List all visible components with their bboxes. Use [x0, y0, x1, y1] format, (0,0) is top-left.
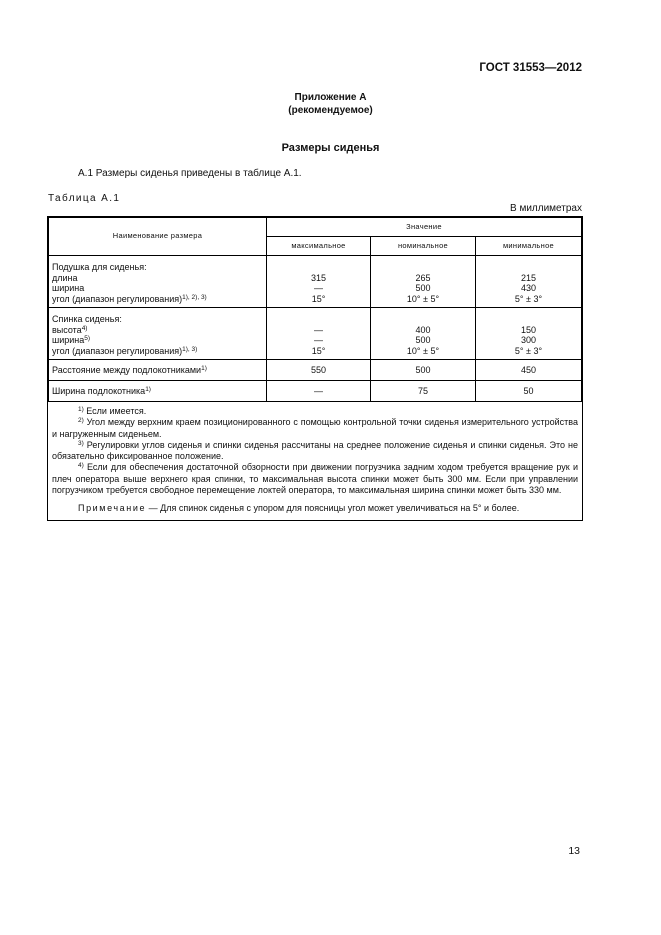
appendix-status: (рекомендуемое)	[288, 105, 373, 116]
appendix-title: Приложение А	[294, 92, 367, 103]
footnote: $^{1)}$ Если имеется.	[78, 406, 147, 416]
backrest-width-label: ширина$^{5)}$	[52, 335, 91, 345]
armrest-distance-nom: 500	[371, 360, 476, 381]
table-row-cushion	[49, 256, 582, 308]
table-note	[52, 503, 578, 514]
armrest-distance-min: 450	[476, 360, 582, 381]
header-value: Значение	[267, 218, 582, 237]
header-max: максимальное	[267, 237, 371, 256]
cushion-max: 315 — 15°	[267, 256, 371, 308]
footnote-ref: 1)	[201, 364, 207, 372]
table-units: В миллиметрах	[510, 203, 582, 214]
cushion-length-label: длина	[52, 272, 78, 283]
cushion-angle-label: угол (диапазон регулирования)$^{1), 2), 3)}$	[52, 293, 207, 304]
table-row-armrest-distance	[49, 360, 582, 381]
table-caption: Таблица А.1	[48, 193, 121, 204]
header-min: минимальное	[476, 237, 582, 256]
backrest-nom: 400 500 10° ± 5°	[371, 308, 476, 360]
standard-number: ГОСТ 31553—2012	[479, 62, 582, 74]
armrest-width-min: 50	[476, 381, 582, 402]
dimensions-table	[47, 216, 583, 521]
armrest-distance-max: 550	[267, 360, 371, 381]
cushion-width-label: ширина	[52, 283, 85, 293]
backrest-max: — — 15°	[267, 308, 371, 360]
header-nom: номинальное	[371, 237, 476, 256]
footnote-ref: 1), 2), 3)	[182, 293, 207, 301]
footnote: $^{3)}$ Регулировки углов сиденья и спинки сиденья рассчитаны на среднее положение сиденья и спинки сиденья. Это не обязательно фиксированное положение.	[52, 439, 578, 462]
armrest-width-max: —	[267, 381, 371, 402]
table-footnotes	[48, 402, 582, 520]
cushion-title: Подушка для сиденья:	[52, 262, 147, 272]
cushion-nom: 265 500 10° ± 5°	[371, 256, 476, 308]
footnote-ref: 4)	[81, 324, 88, 332]
footnote-ref: 1), 3)	[182, 345, 198, 353]
armrest-width-label: Ширина подлокотника$^{1)}$	[49, 381, 267, 402]
cushion-labels	[49, 256, 267, 308]
backrest-min: 150 300 5° ± 3°	[476, 308, 582, 360]
page-number: 13	[568, 845, 580, 857]
footnote: $^{2)}$ Угол между верхним краем позиционированного с помощью контрольной точки сиденья измерительного устройства и нагруженным сиденьем.	[52, 417, 578, 439]
table-row-backrest	[49, 308, 582, 360]
cushion-min: 215 430 5° ± 3°	[476, 256, 582, 308]
backrest-angle-label: угол (диапазон регулирования)$^{1), 3)}$	[52, 345, 198, 356]
backrest-labels	[49, 308, 267, 360]
backrest-title: Спинка сиденья:	[52, 314, 122, 324]
footnote-ref: 1)	[145, 385, 151, 393]
intro-paragraph: А.1 Размеры сиденья приведены в таблице А.1.	[78, 168, 302, 179]
page-title: Размеры сиденья	[281, 142, 380, 154]
footnote-ref: 5)	[84, 335, 91, 342]
appendix-heading	[0, 91, 661, 117]
armrest-distance-label: Расстояние между подлокотниками$^{1)}$	[49, 360, 267, 381]
backrest-height-label: высота$^{4)}$	[52, 324, 88, 335]
note-text: — Для спинок сиденья с упором для поясницы угол может увеличиваться на 5° и более.	[146, 503, 520, 514]
note-label: Примечание	[78, 503, 147, 514]
header-dimension-name: Наименование размера	[49, 218, 267, 256]
footnote: $^{4)}$ Если для обеспечения достаточной обзорности при движении погрузчика задним ходом требуется вращение рук и плеч оператора выше верхнего края спинки, то максимальная высота спинки может быть 300 мм. Если при управлении погрузчиком требуется свободное перемещение локтей оператора, то максимальная ширина спинки может быть 330 мм.	[52, 462, 578, 496]
armrest-width-nom: 75	[371, 381, 476, 402]
table-row-armrest-width	[49, 381, 582, 402]
